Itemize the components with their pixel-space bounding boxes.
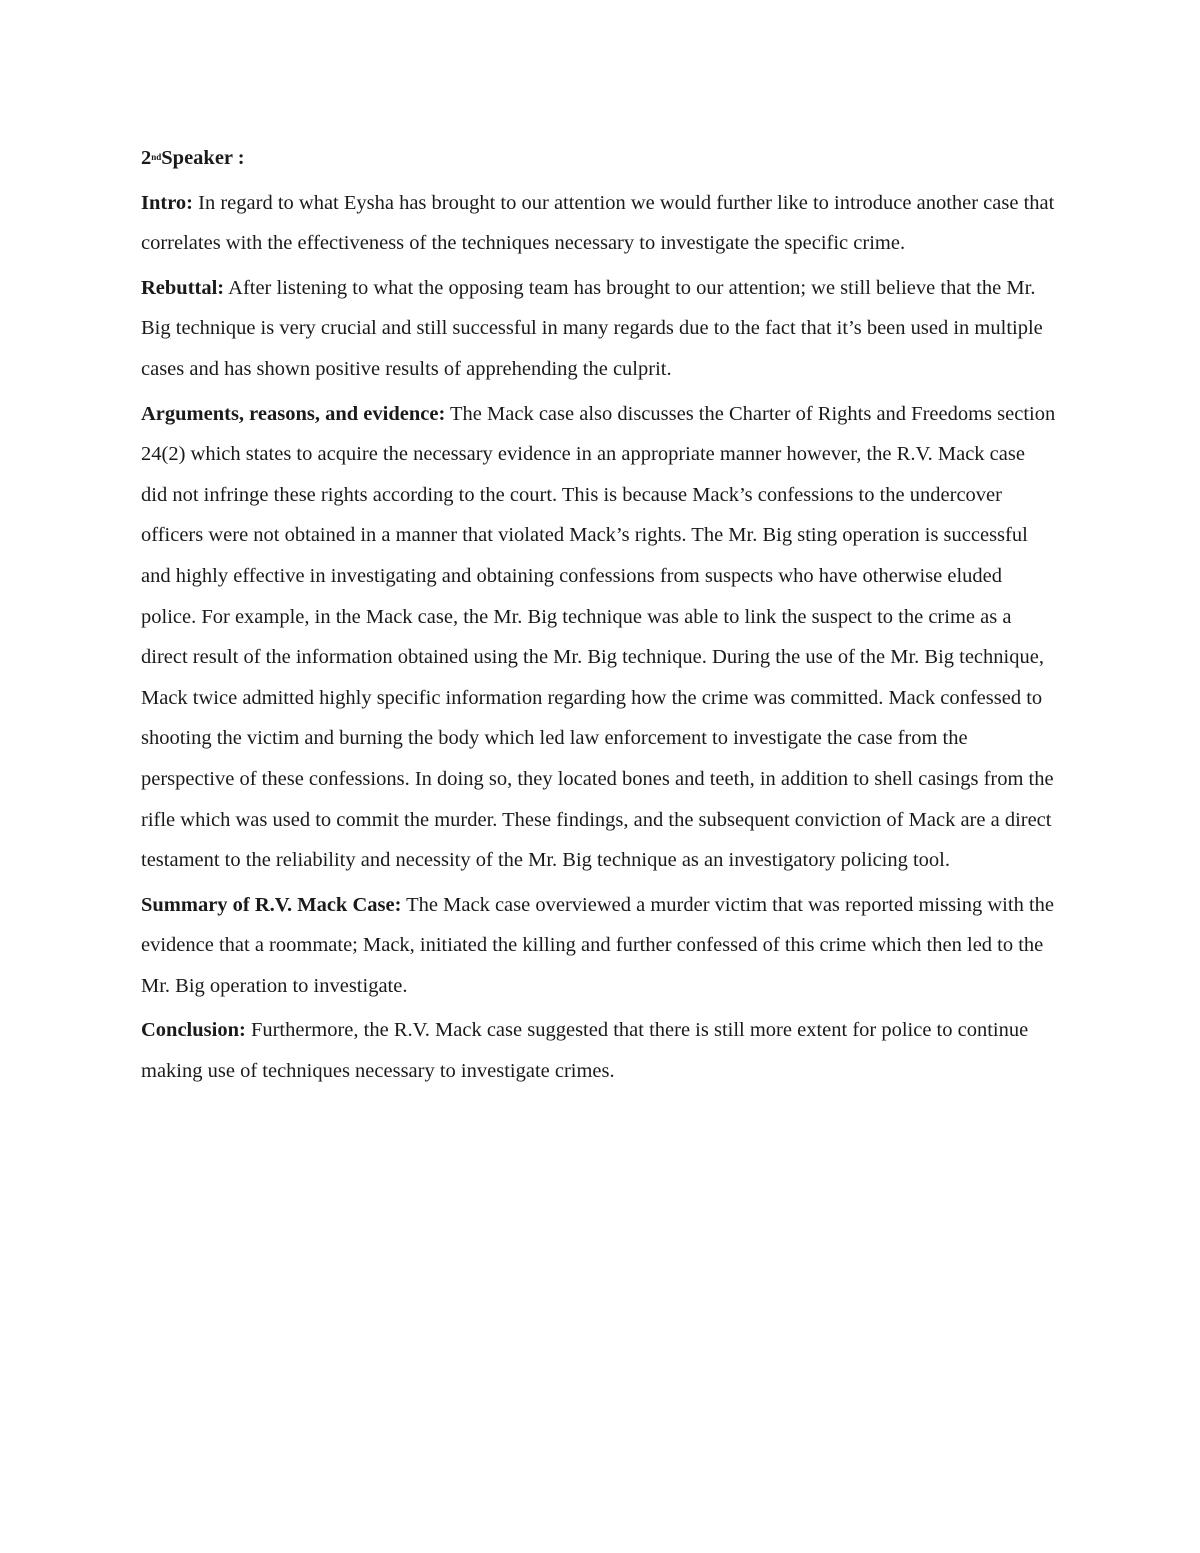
arguments-label: Arguments, reasons, and evidence: [141, 402, 446, 425]
arguments-paragraph [141, 394, 1056, 881]
arguments-text: The Mack case also discusses the Charter of Rights and Freedoms section 24(2) which states to acquire the necessary evidence in an appropriate manner however, the R.V. Mack case did not infringe these rights according to the court. This is because Mack’s confessions to the undercover officers were not obtained in a manner that violated Mack’s rights. The Mr. Big sting operation is successful and highly effective in investigating and obtaining confessions from suspects who have otherwise eluded police. For example, in the Mack case, the Mr. Big technique was able to link the suspect to the crime as a direct result of the information obtained using the Mr. Big technique. During the use of the Mr. Big technique, Mack twice admitted highly specific information regarding how the crime was committed. Mack confessed to shooting the victim and burning the body which led law enforcement to investigate the case from the perspective of these confessions. In doing so, they located bones and teeth, in addition to shell casings from the rifle which was used to commit the murder. These findings, and the subsequent conviction of Mack are a direct testament to the reliability and necessity of the Mr. Big technique as an investigatory policing tool. [141, 402, 1056, 872]
conclusion-label: Conclusion: [141, 1019, 246, 1042]
rebuttal-label: Rebuttal: [141, 276, 225, 299]
intro-text: In regard to what Eysha has brought to our attention we would further like to introduce another case that correlates with the effectiveness of the techniques necessary to investigate the specific crime. [141, 191, 1055, 255]
speaker-heading [141, 138, 1056, 179]
rebuttal-text: After listening to what the opposing team has brought to our attention; we still believe that the Mr. Big technique is very crucial and still successful in many regards due to the fact that it’s been used in multiple cases and has shown positive results of apprehending the culprit. [141, 276, 1043, 380]
summary-text: The Mack case overviewed a murder victim that was reported missing with the evidence that a roommate; Mack, initiated the killing and further confessed of this crime which then led to the Mr. Big operation to investigate. [141, 893, 1054, 997]
speaker-number: 2 [141, 147, 152, 169]
conclusion-paragraph [141, 1010, 1056, 1091]
rebuttal-paragraph [141, 268, 1056, 390]
conclusion-text: Furthermore, the R.V. Mack case suggested that there is still more extent for police to continue making use of techniques necessary to investigate crimes. [141, 1019, 1029, 1083]
ordinal-suffix: nd [151, 152, 162, 162]
summary-paragraph [141, 885, 1056, 1007]
intro-paragraph [141, 183, 1056, 264]
summary-label: Summary of R.V. Mack Case: [141, 893, 402, 916]
document-body [141, 138, 1056, 1096]
speaker-title: Speaker : [161, 147, 245, 169]
intro-label: Intro: [141, 191, 194, 214]
